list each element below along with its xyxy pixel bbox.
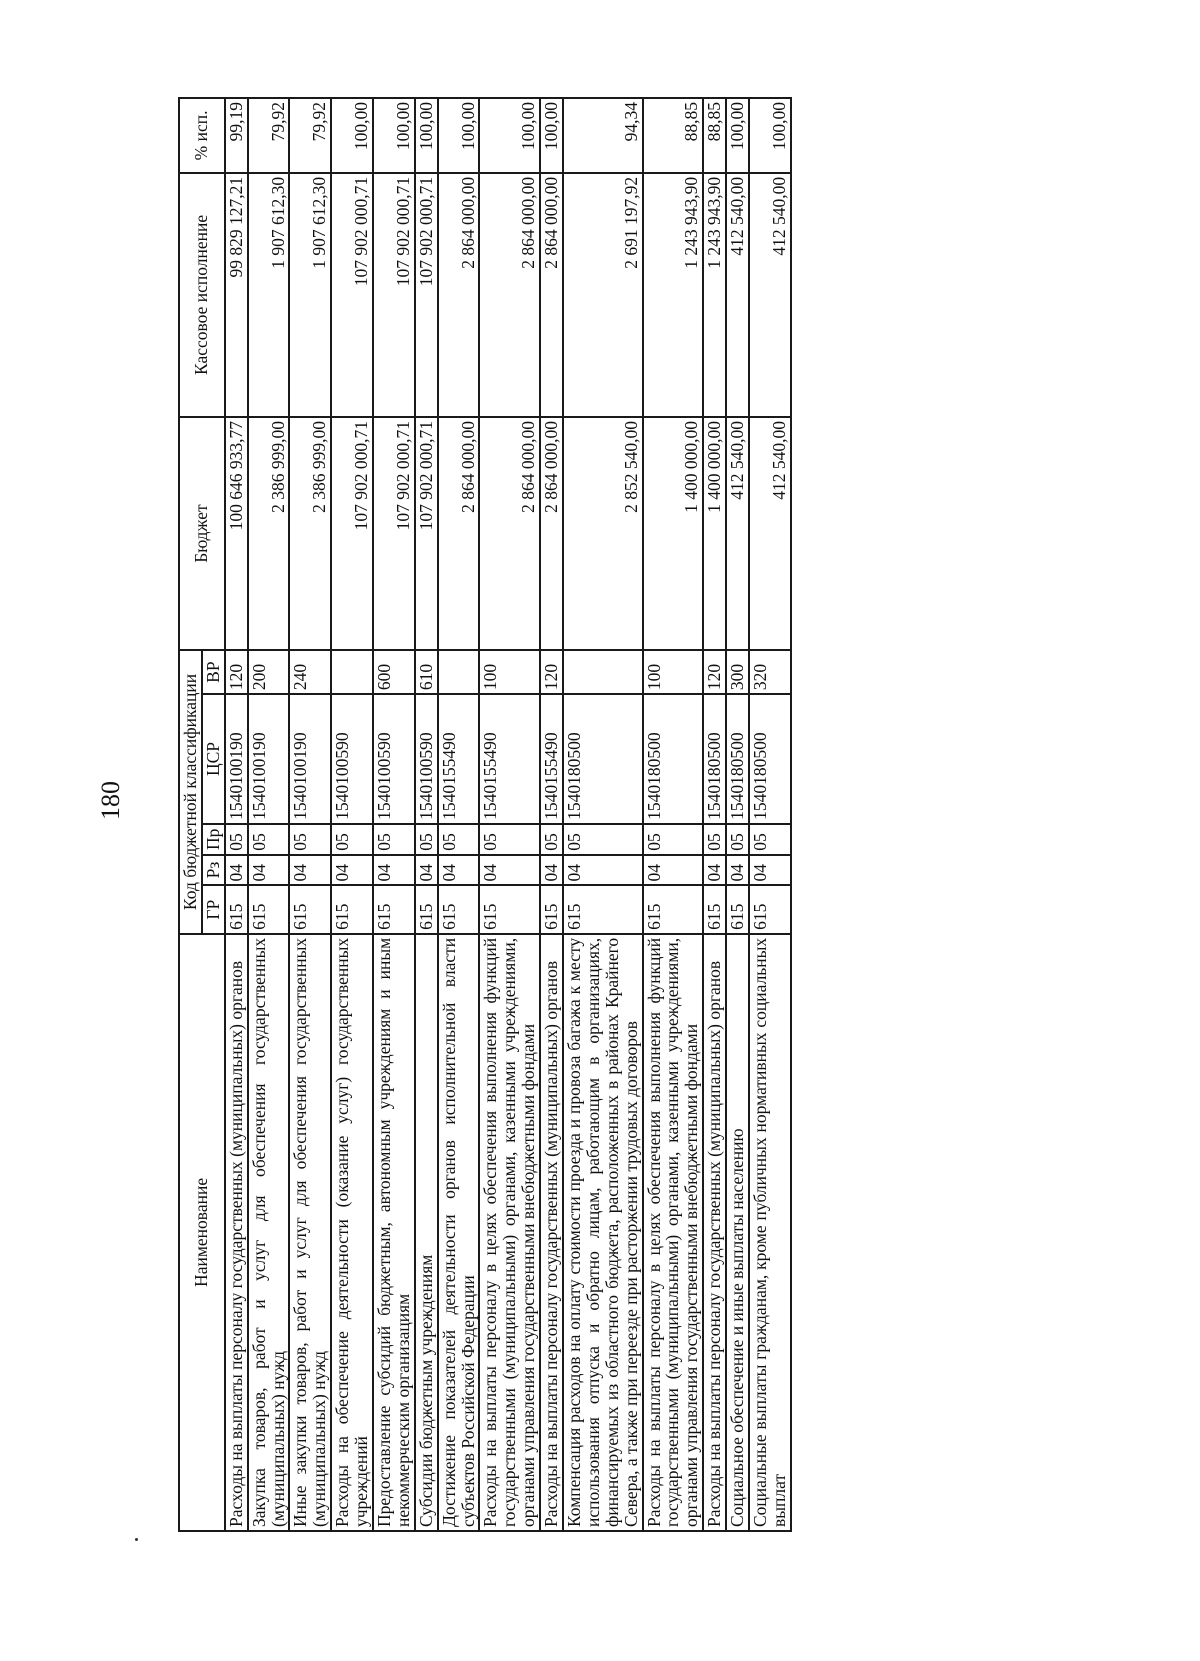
row-vr-cell (438, 650, 480, 694)
row-percent-cell: 100,00 (331, 98, 373, 173)
row-csr-cell: 1540180500 (726, 694, 749, 824)
table-row (643, 98, 704, 1531)
row-budget-cell: 107 902 000,71 (373, 417, 415, 650)
budget-execution-table (178, 97, 792, 1532)
row-vr-cell: 300 (726, 650, 749, 694)
row-gr-cell: 615 (248, 885, 290, 933)
header-rz: Рз (202, 855, 225, 886)
row-gr-cell: 615 (703, 885, 726, 933)
row-rz-cell: 04 (289, 855, 331, 886)
row-cash-cell: 107 902 000,71 (415, 173, 438, 417)
row-name-cell: Расходы на обеспечение деятельности (оказание услуг) государственных учреждений (331, 934, 373, 1531)
row-vr-cell (331, 650, 373, 694)
row-rz-cell: 04 (643, 855, 704, 886)
row-vr-cell: 100 (643, 650, 704, 694)
row-pr-cell: 05 (479, 824, 540, 855)
row-budget-cell: 412 540,00 (749, 417, 791, 650)
row-csr-cell: 1540180500 (643, 694, 704, 824)
row-gr-cell: 615 (225, 885, 248, 933)
header-pr: Пр (202, 824, 225, 855)
row-gr-cell: 615 (643, 885, 704, 933)
header-gr: ГР (202, 885, 225, 933)
row-gr-cell: 615 (563, 885, 643, 933)
row-budget-cell: 1 400 000,00 (703, 417, 726, 650)
row-name-cell: Расходы на выплаты персоналу государственных (муниципальных) органов (225, 934, 248, 1531)
row-cash-cell: 2 864 000,00 (540, 173, 563, 417)
row-pr-cell: 05 (289, 824, 331, 855)
row-name-cell: Достижение показателей деятельности органов исполнительной власти субъектов Российской Федерации (438, 934, 480, 1531)
row-pr-cell: 05 (415, 824, 438, 855)
row-pr-cell: 05 (703, 824, 726, 855)
row-budget-cell: 100 646 933,77 (225, 417, 248, 650)
row-vr-cell: 600 (373, 650, 415, 694)
row-gr-cell: 615 (726, 885, 749, 933)
row-csr-cell: 1540180500 (563, 694, 643, 824)
header-vr: ВР (202, 650, 225, 694)
row-csr-cell: 1540100590 (373, 694, 415, 824)
row-pr-cell: 05 (331, 824, 373, 855)
row-pr-cell: 05 (373, 824, 415, 855)
row-cash-cell: 1 907 612,30 (289, 173, 331, 417)
row-csr-cell: 1540180500 (703, 694, 726, 824)
row-csr-cell: 1540100190 (225, 694, 248, 824)
row-csr-cell: 1540155490 (479, 694, 540, 824)
row-vr-cell: 100 (479, 650, 540, 694)
header-percent: % исп. (179, 98, 225, 173)
row-budget-cell: 2 864 000,00 (540, 417, 563, 650)
row-rz-cell: 04 (726, 855, 749, 886)
row-percent-cell: 94,34 (563, 98, 643, 173)
row-name-cell: Закупка товаров, работ и услуг для обеспечения государственных (муниципальных) нужд (248, 934, 290, 1531)
row-pr-cell: 05 (540, 824, 563, 855)
row-pr-cell: 05 (643, 824, 704, 855)
row-gr-cell: 615 (331, 885, 373, 933)
table-row (331, 98, 373, 1531)
row-vr-cell: 320 (749, 650, 791, 694)
table-row (563, 98, 643, 1531)
row-cash-cell: 2 691 197,92 (563, 173, 643, 417)
row-name-cell: Расходы на выплаты персоналу государственных (муниципальных) органов (540, 934, 563, 1531)
table-row (373, 98, 415, 1531)
row-budget-cell: 2 864 000,00 (479, 417, 540, 650)
row-budget-cell: 2 864 000,00 (438, 417, 480, 650)
row-name-cell: Расходы на выплаты персоналу государственных (муниципальных) органов (703, 934, 726, 1531)
row-rz-cell: 04 (749, 855, 791, 886)
row-vr-cell: 120 (225, 650, 248, 694)
row-percent-cell: 100,00 (479, 98, 540, 173)
row-percent-cell: 79,92 (248, 98, 290, 173)
row-vr-cell: 610 (415, 650, 438, 694)
row-percent-cell: 79,92 (289, 98, 331, 173)
row-budget-cell: 2 852 540,00 (563, 417, 643, 650)
row-name-cell: Расходы на выплаты персоналу в целях обеспечения выполнения функций государственными (муниципальными) органами, казенными учреждениями, органами управления государственными внебюджетными фондами (479, 934, 540, 1531)
row-cash-cell: 1 243 943,90 (703, 173, 726, 417)
row-name-cell: Иные закупки товаров, работ и услуг для обеспечения государственных (муниципальных) нужд (289, 934, 331, 1531)
row-percent-cell: 100,00 (749, 98, 791, 173)
row-csr-cell: 1540155490 (540, 694, 563, 824)
row-pr-cell: 05 (248, 824, 290, 855)
row-gr-cell: 615 (373, 885, 415, 933)
row-budget-cell: 2 386 999,00 (248, 417, 290, 650)
row-percent-cell: 88,85 (643, 98, 704, 173)
row-pr-cell: 05 (726, 824, 749, 855)
row-budget-cell: 107 902 000,71 (415, 417, 438, 650)
row-rz-cell: 04 (540, 855, 563, 886)
table-row (479, 98, 540, 1531)
row-gr-cell: 615 (749, 885, 791, 933)
row-gr-cell: 615 (289, 885, 331, 933)
row-name-cell: Расходы на выплаты персоналу в целях обеспечения выполнения функций государственными (муниципальными) органами, казенными учреждениями, органами управления государственными внебюджетными фондами (643, 934, 704, 1531)
row-vr-cell: 120 (540, 650, 563, 694)
row-percent-cell: 100,00 (540, 98, 563, 173)
table-row (225, 98, 248, 1531)
row-csr-cell: 1540100190 (248, 694, 290, 824)
table-row (248, 98, 290, 1531)
row-vr-cell: 120 (703, 650, 726, 694)
row-csr-cell: 1540100190 (289, 694, 331, 824)
header-name: Наименование (179, 934, 225, 1531)
row-percent-cell: 100,00 (415, 98, 438, 173)
row-cash-cell: 2 864 000,00 (438, 173, 480, 417)
row-rz-cell: 04 (415, 855, 438, 886)
row-percent-cell: 100,00 (438, 98, 480, 173)
header-budget: Бюджет (179, 417, 225, 650)
row-csr-cell: 1540155490 (438, 694, 480, 824)
row-name-cell: Социальное обеспечение и иные выплаты населению (726, 934, 749, 1531)
row-rz-cell: 04 (373, 855, 415, 886)
row-gr-cell: 615 (415, 885, 438, 933)
table-row (438, 98, 480, 1531)
row-cash-cell: 412 540,00 (749, 173, 791, 417)
row-gr-cell: 615 (540, 885, 563, 933)
header-code-group: Код бюджетной классификации (179, 650, 202, 934)
row-cash-cell: 107 902 000,71 (331, 173, 373, 417)
row-percent-cell: 100,00 (726, 98, 749, 173)
table-body (225, 98, 791, 1531)
row-percent-cell: 99,19 (225, 98, 248, 173)
scan-speck (135, 1538, 138, 1541)
row-pr-cell: 05 (563, 824, 643, 855)
row-name-cell: Предоставление субсидий бюджетным, автономным учреждениям и иным некоммерческим организациям (373, 934, 415, 1531)
row-budget-cell: 107 902 000,71 (331, 417, 373, 650)
row-pr-cell: 05 (749, 824, 791, 855)
row-cash-cell: 2 864 000,00 (479, 173, 540, 417)
row-rz-cell: 04 (479, 855, 540, 886)
row-name-cell: Компенсация расходов на оплату стоимости проезда и провоза багажа к месту использования отпуска и обратно лицам, работающим в организациях, финансируемых из областного бюджета, расположенных в районах Крайнего Севера, а также при переезде при расторжении трудовых договоров (563, 934, 643, 1531)
table-row (540, 98, 563, 1531)
row-pr-cell: 05 (438, 824, 480, 855)
row-percent-cell: 88,85 (703, 98, 726, 173)
row-rz-cell: 04 (248, 855, 290, 886)
row-budget-cell: 2 386 999,00 (289, 417, 331, 650)
row-budget-cell: 412 540,00 (726, 417, 749, 650)
row-csr-cell: 1540100590 (415, 694, 438, 824)
row-cash-cell: 1 907 612,30 (248, 173, 290, 417)
table-row (726, 98, 749, 1531)
row-gr-cell: 615 (438, 885, 480, 933)
row-rz-cell: 04 (563, 855, 643, 886)
row-name-cell: Субсидии бюджетным учреждениям (415, 934, 438, 1531)
row-cash-cell: 107 902 000,71 (373, 173, 415, 417)
row-vr-cell: 240 (289, 650, 331, 694)
row-rz-cell: 04 (225, 855, 248, 886)
row-gr-cell: 615 (479, 885, 540, 933)
row-budget-cell: 1 400 000,00 (643, 417, 704, 650)
row-csr-cell: 1540100590 (331, 694, 373, 824)
row-rz-cell: 04 (438, 855, 480, 886)
row-name-cell: Социальные выплаты гражданам, кроме публичных нормативных социальных выплат (749, 934, 791, 1531)
table-row (289, 98, 331, 1531)
table-row (415, 98, 438, 1531)
row-pr-cell: 05 (225, 824, 248, 855)
rotated-table-container (178, 97, 792, 1532)
page-number: 180 (96, 781, 125, 820)
table-row (703, 98, 726, 1531)
row-vr-cell (563, 650, 643, 694)
row-percent-cell: 100,00 (373, 98, 415, 173)
row-rz-cell: 04 (703, 855, 726, 886)
row-csr-cell: 1540180500 (749, 694, 791, 824)
row-cash-cell: 1 243 943,90 (643, 173, 704, 417)
table-row (749, 98, 791, 1531)
row-rz-cell: 04 (331, 855, 373, 886)
row-vr-cell: 200 (248, 650, 290, 694)
row-cash-cell: 99 829 127,21 (225, 173, 248, 417)
header-csr: ЦСР (202, 694, 225, 824)
row-cash-cell: 412 540,00 (726, 173, 749, 417)
header-cash-execution: Кассовое исполнение (179, 173, 225, 417)
